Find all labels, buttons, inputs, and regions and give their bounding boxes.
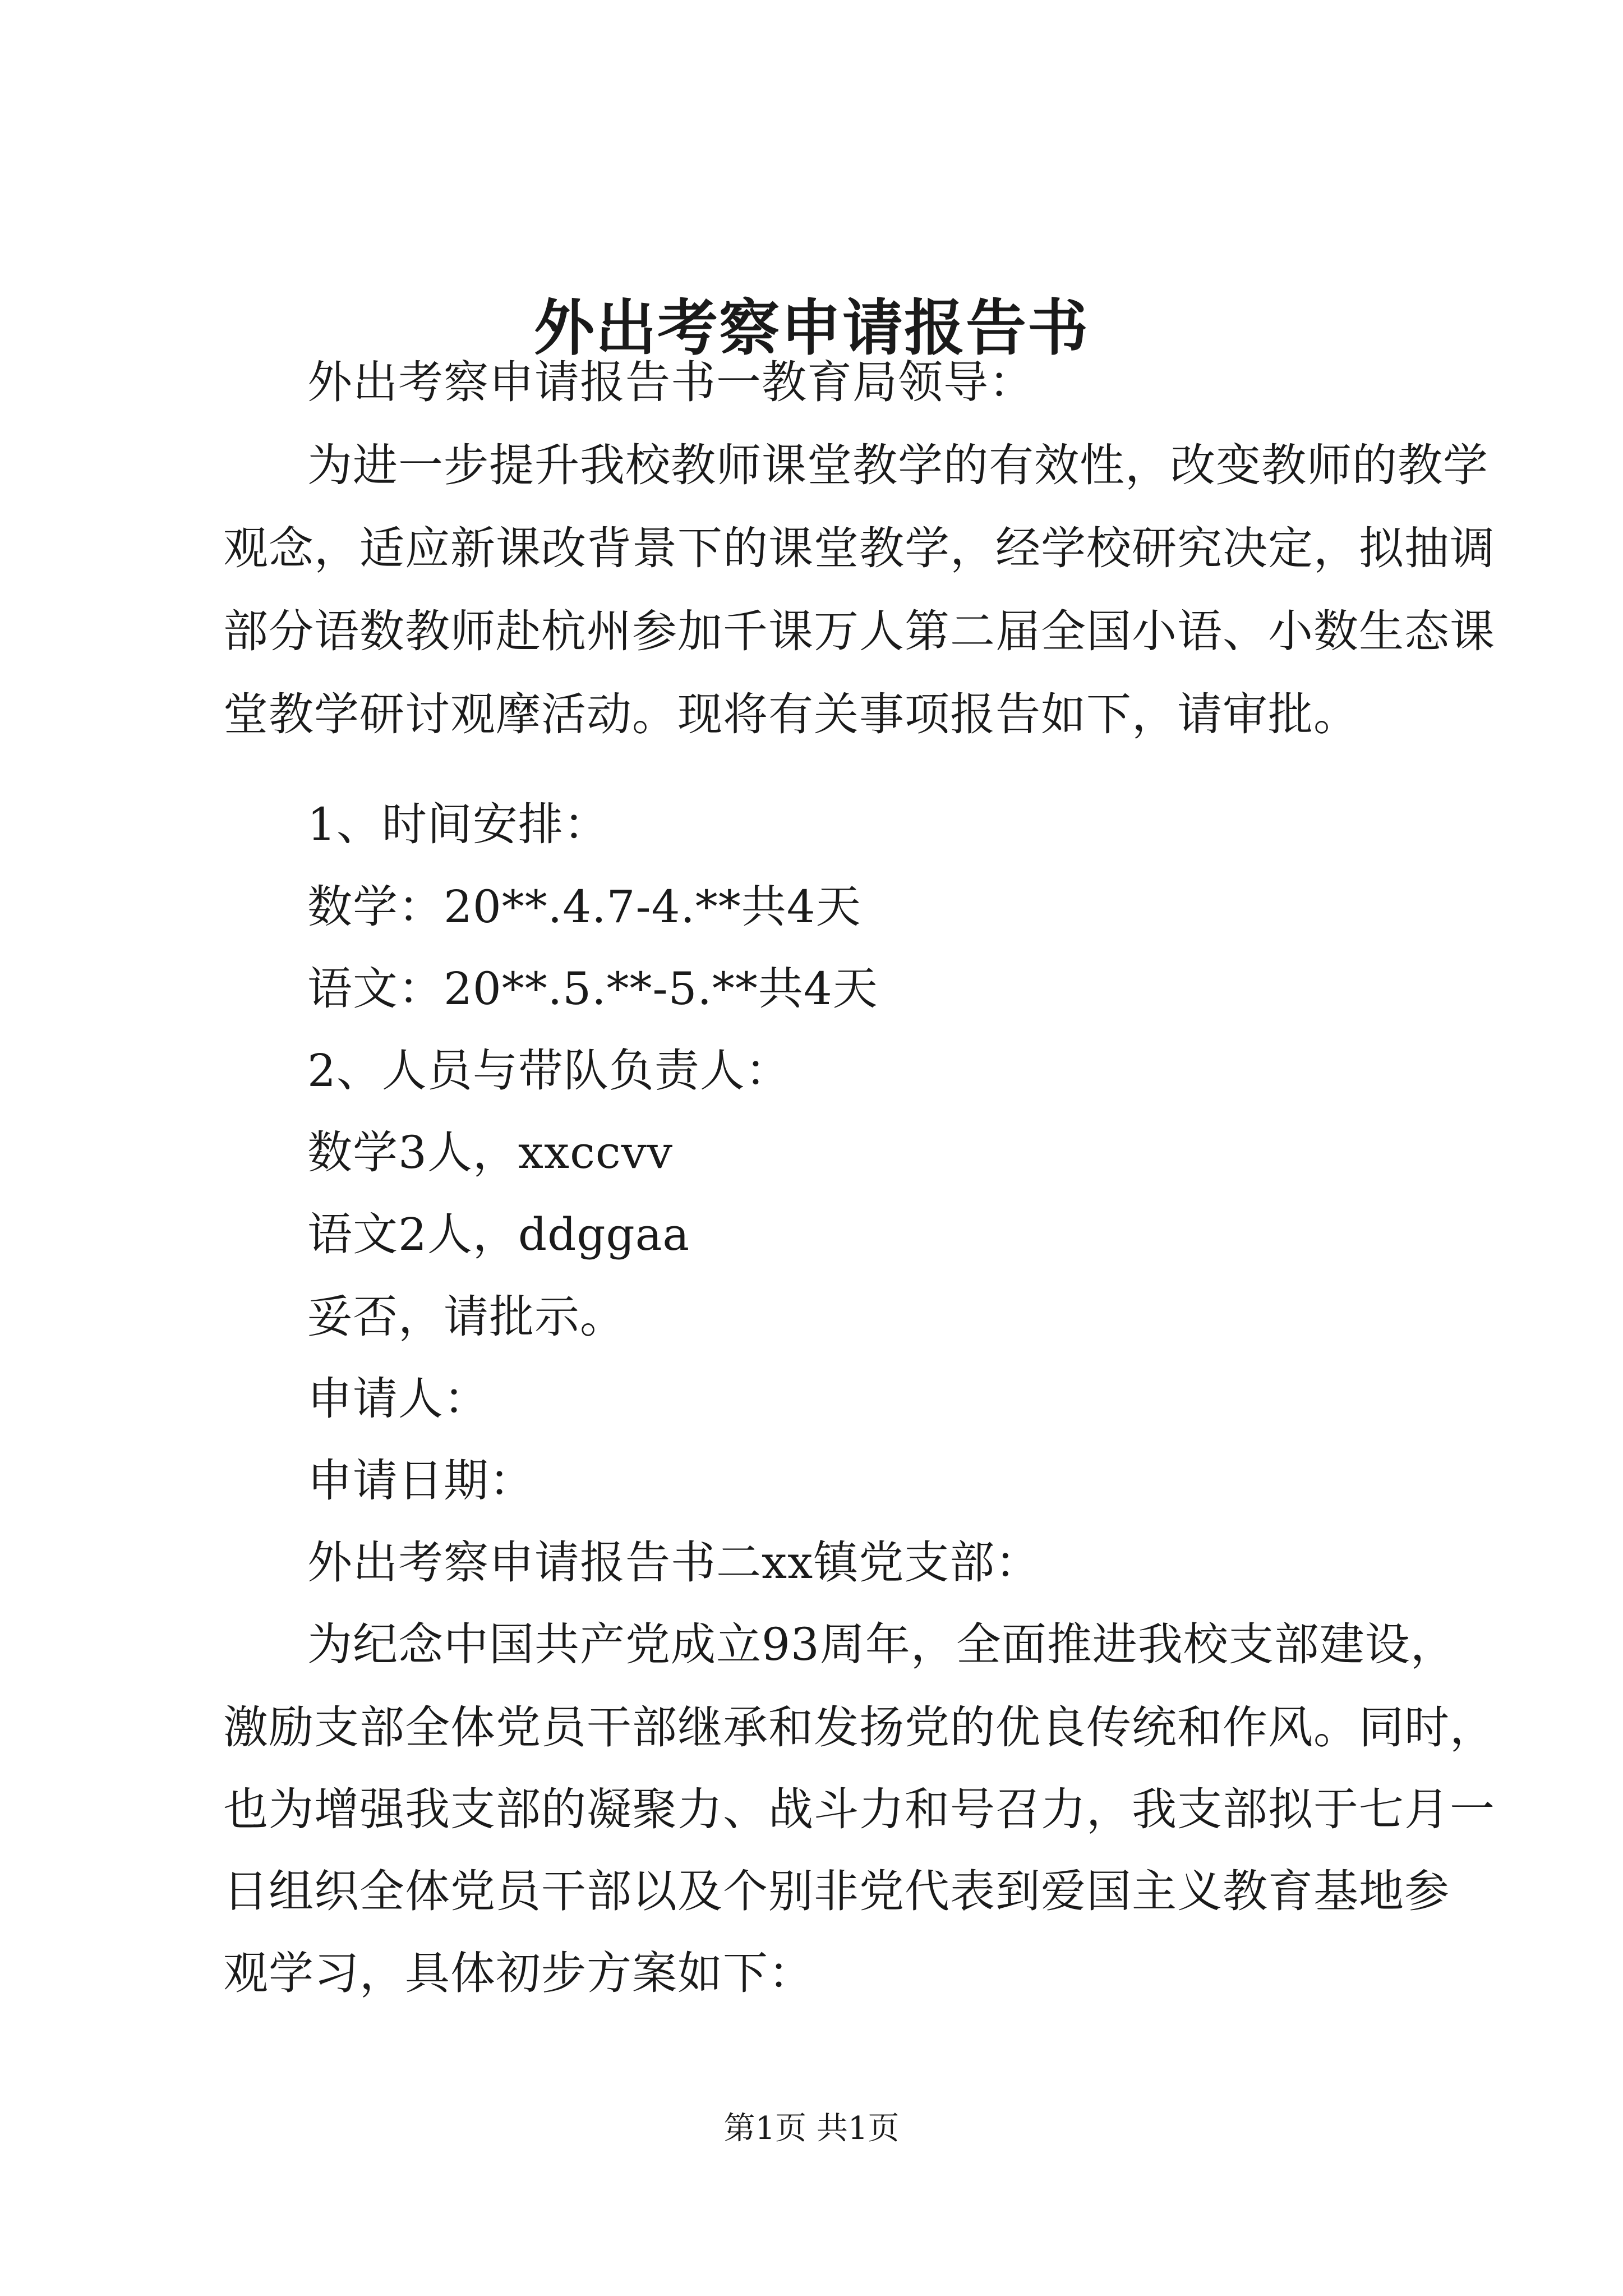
staff-chinese: 语文2人，ddggaa: [307, 1208, 690, 1260]
body-paragraph-line: 堂教学研讨观摩活动。现将有关事项报告如下，请审批。: [223, 688, 1359, 740]
staff-math: 数学3人，xxccvv: [307, 1126, 674, 1179]
body-paragraph-line: 为进一步提升我校教师课堂教学的有效性，改变教师的教学: [307, 439, 1488, 491]
section-heading-schedule: 1、时间安排：: [307, 798, 609, 850]
body-paragraph-line: 日组织全体党员干部以及个别非党代表到爱国主义教育基地参: [223, 1865, 1450, 1917]
greeting-line-2: 外出考察申请报告书二xx镇党支部：: [307, 1536, 1041, 1589]
applicant-label: 申请人：: [307, 1373, 489, 1425]
page-number-footer: 第1页 共1页: [723, 2110, 900, 2147]
body-paragraph-line: 激励支部全体党员干部继承和发扬党的优良传统和作风。同时，: [223, 1701, 1495, 1754]
greeting-line-1: 外出考察申请报告书一教育局领导：: [307, 356, 1034, 408]
schedule-chinese: 语文：20**.5.**-5.**共4天: [307, 963, 878, 1015]
section-heading-staff: 2、人员与带队负责人：: [307, 1045, 791, 1097]
body-paragraph-line: 也为增强我支部的凝聚力、战斗力和号召力，我支部拟于七月一: [223, 1783, 1495, 1835]
body-paragraph-line: 观学习，具体初步方案如下：: [223, 1947, 814, 1999]
schedule-math: 数学：20**.4.7-4.**共4天: [307, 881, 861, 933]
application-date-label: 申请日期：: [307, 1455, 534, 1507]
body-paragraph-line: 为纪念中国共产党成立93周年，全面推进我校支部建设，: [307, 1618, 1456, 1671]
body-paragraph-line: 观念，适应新课改背景下的课堂教学，经学校研究决定，拟抽调: [223, 522, 1495, 574]
document-title: 外出考察申请报告书: [533, 293, 1089, 364]
approval-request: 妥否，请批示。: [307, 1291, 625, 1343]
body-paragraph-line: 部分语数教师赴杭州参加千课万人第二届全国小语、小数生态课: [223, 605, 1495, 657]
